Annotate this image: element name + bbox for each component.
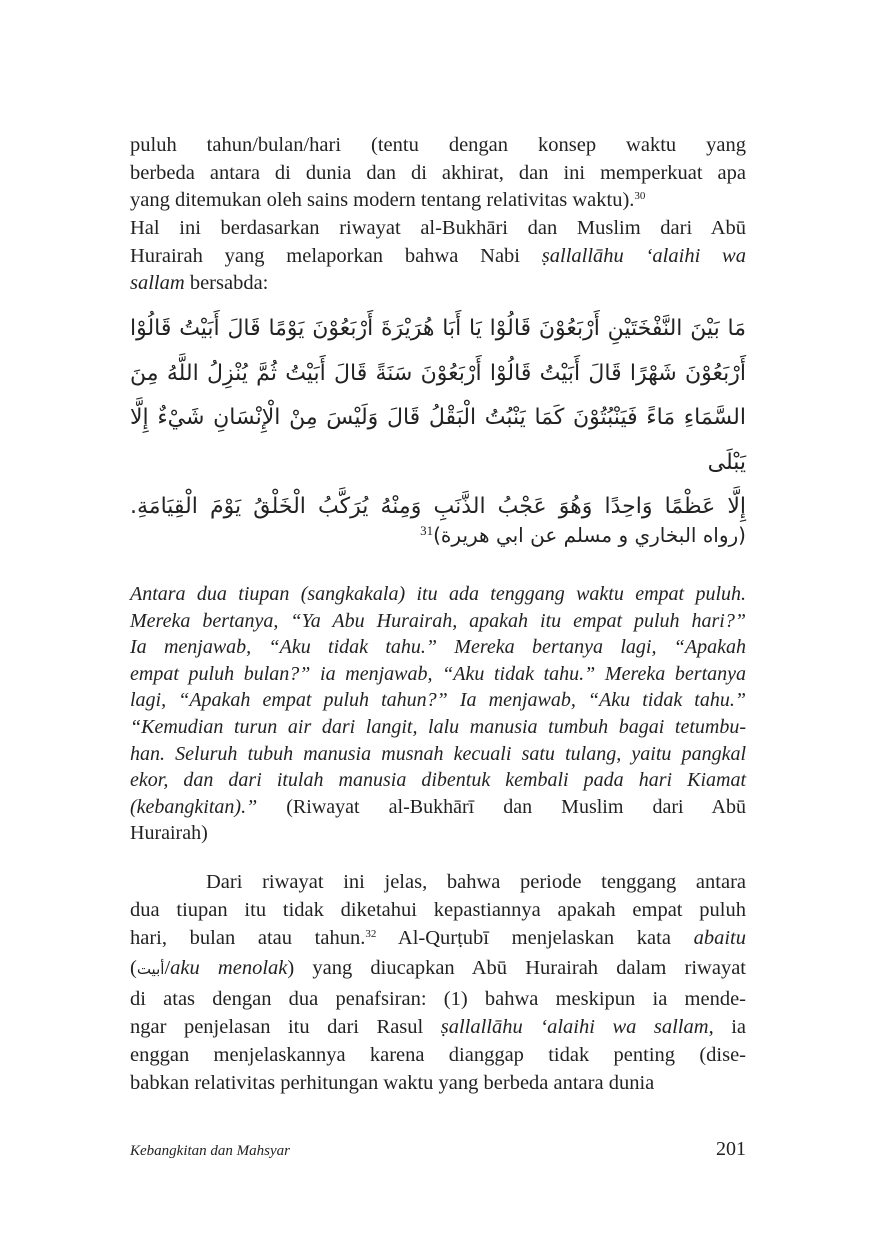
text-line xyxy=(130,741,746,768)
text-line xyxy=(130,270,746,298)
paragraph-translation xyxy=(130,581,746,847)
italic-text: (kebangkitan).” xyxy=(130,795,258,818)
text-line xyxy=(130,687,746,714)
book-title: Kebangkitan dan Mahsyar xyxy=(130,1143,290,1159)
arabic-line: أَرْبَعُوْنَ شَهْرًا قَالَ أَبَيْتُ قَالُوْا أَرْبَعُوْنَ سَنَةً قَالَ أَبَيْتُ ثُمَّ يُنْزِلُ اللَّهُ مِنَ xyxy=(130,360,746,386)
italic-text: ṣallallāhu ‘alaihi wa sallam xyxy=(440,1016,709,1038)
arabic-line: مَا بَيْنَ النَّفْخَتَيْنِ أَرْبَعُوْنَ قَالُوْا يَا أَبَا هُرَيْرَةَ أَرْبَعُوْنَ يَوْمًا قَالَ أَبَيْتُ قَالُوْا xyxy=(130,316,746,341)
text-segment: ( xyxy=(130,957,137,979)
italic-text: aku menolak xyxy=(170,957,288,979)
text-segment: dua tiupan itu tidak diketahui kepastiannya apakah empat puluh xyxy=(130,899,746,921)
text-line xyxy=(130,868,746,896)
text-line xyxy=(130,820,746,847)
text-line xyxy=(130,132,746,160)
text-segment: (Riwayat al-Bukhārī dan Muslim dari Abū xyxy=(257,795,746,818)
italic-text: ṣallallāhu ‘alaihi wa xyxy=(541,244,746,267)
text-segment: Hal ini berdasarkan riwayat al-Bukhāri dan Muslim dari Abū xyxy=(130,217,746,239)
text-line xyxy=(130,714,746,741)
text-line xyxy=(130,896,746,924)
page-number: 201 xyxy=(716,1138,746,1160)
paragraph-intro xyxy=(130,132,746,215)
text-segment: ngar penjelasan itu dari Rasul xyxy=(130,1016,441,1038)
text-segment: bersabda: xyxy=(184,272,269,295)
text-line xyxy=(130,952,746,985)
paragraph-explanation xyxy=(130,868,746,1097)
page-footer xyxy=(130,1138,746,1161)
text-line xyxy=(130,767,746,794)
text-line xyxy=(130,215,746,243)
arabic-line: إِلَّا عَظْمًا وَاحِدًا وَهُوَ عَجْبُ الذَّنَبِ وَمِنْهُ يُرَكَّبُ الْخَلْقُ يَوْمَ الْقِيَامَةِ. xyxy=(130,494,746,519)
italic-text: Ia menjawab, “Aku tidak tahu.” Mereka bertanya lagi, “Apakah xyxy=(130,636,746,659)
text-line xyxy=(130,243,746,271)
arabic-reference xyxy=(130,520,746,550)
text-line xyxy=(130,1013,746,1041)
text-segment: ) yang diucapkan Abū Hurairah dalam riwayat xyxy=(287,957,746,979)
text-segment: Hurairah) xyxy=(130,822,208,845)
arabic-inline-text: أبيت xyxy=(136,960,165,978)
text-segment: enggan menjelaskannya karena dianggap tidak penting (dise- xyxy=(130,1044,746,1066)
text-segment: Hurairah yang melaporkan bahwa Nabi xyxy=(130,244,542,267)
footnote-marker: 32 xyxy=(365,928,377,940)
text-segment: yang ditemukan oleh sains modern tentang relativitas waktu). xyxy=(130,189,635,212)
text-segment: di atas dengan dua penafsiran: (1) bahwa meskipun ia mende- xyxy=(130,988,746,1010)
italic-text: han. Seluruh tubuh manusia musnah kecuali satu tulang, yaitu pangkal xyxy=(130,742,746,765)
italic-text: sallam xyxy=(130,272,185,295)
text-segment: Al-Qurṭubī menjelaskan kata xyxy=(376,927,694,949)
text-segment: / xyxy=(164,957,171,979)
italic-text: empat puluh bulan?” ia menjawab, “Aku tidak tahu.” Mereka bertanya xyxy=(130,662,746,685)
arabic-reference-text: (رواه البخاري و مسلم عن ابي هريرة) xyxy=(433,523,746,547)
footnote-marker: 31 xyxy=(420,523,434,538)
italic-text: Mereka bertanya, “Ya Abu Hurairah, apakah itu empat puluh hari?” xyxy=(130,609,746,632)
arabic-hadith-text xyxy=(130,307,746,530)
text-line xyxy=(130,1069,746,1097)
text-line xyxy=(130,924,746,952)
text-segment: berbeda antara di dunia dan di akhirat, dan ini memperkuat apa xyxy=(130,161,746,184)
arabic-line: السَّمَاءِ مَاءً فَيَنْبُتُوْنَ كَمَا يَنْبُتُ الْبَقْلُ قَالَ وَلَيْسَ مِنْ الْإِنْسَانِ شَيْءٌ إِلَّا يَبْلَى xyxy=(130,405,746,475)
footnote-marker: 30 xyxy=(634,190,646,203)
text-line xyxy=(130,608,746,635)
paragraph-hadith-intro xyxy=(130,215,746,298)
italic-text: “Kemudian turun air dari langit, lalu manusia tumbuh bagai tetumbu- xyxy=(130,715,746,738)
italic-text: abaitu xyxy=(693,927,746,949)
text-segment: babkan relativitas perhitungan waktu yang berbeda antara dunia xyxy=(130,1072,655,1094)
text-segment: , ia xyxy=(708,1016,746,1038)
text-segment: Dari riwayat ini jelas, bahwa periode tenggang antara xyxy=(206,871,746,893)
text-line xyxy=(130,661,746,688)
text-line xyxy=(130,187,746,215)
text-line xyxy=(130,985,746,1013)
text-line xyxy=(130,634,746,661)
italic-text: Antara dua tiupan (sangkakala) itu ada tenggang waktu empat puluh. xyxy=(130,583,746,605)
italic-text: ekor, dan dari itulah manusia dibentuk kembali pada hari Kiamat xyxy=(130,769,746,792)
text-line xyxy=(130,794,746,821)
text-segment: hari, bulan atau tahun. xyxy=(130,927,366,949)
text-line xyxy=(130,581,746,608)
text-line xyxy=(130,1041,746,1069)
italic-text: lagi, “Apakah empat puluh tahun?” Ia menjawab, “Aku tidak tahu.” xyxy=(130,689,746,712)
text-segment: puluh tahun/bulan/hari (tentu dengan konsep waktu yang xyxy=(130,134,746,156)
text-line xyxy=(130,160,746,188)
